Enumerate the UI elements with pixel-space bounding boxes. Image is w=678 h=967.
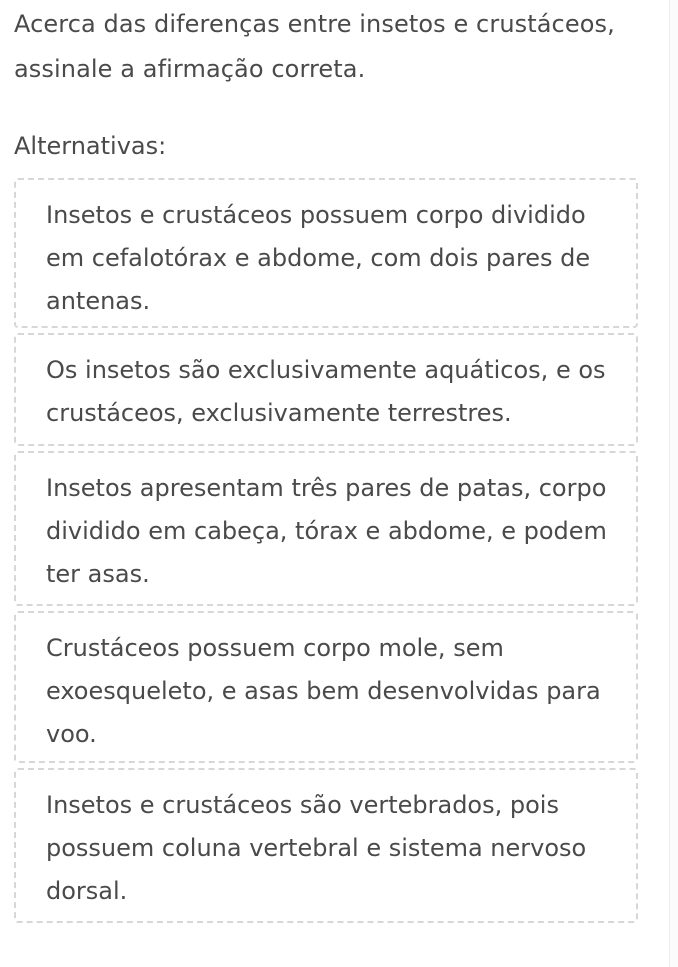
question-text: Acerca das diferenças entre insetos e crustáceos, assinale a afirmação correta. — [14, 10, 615, 83]
alternative-option-1[interactable] — [14, 178, 638, 328]
alternative-option-text: Insetos e crustáceos possuem corpo dividido em cefalotórax e abdome, com dois pares de antenas. — [46, 201, 591, 315]
alternative-option-2[interactable] — [14, 333, 638, 446]
alternative-option-text: Insetos e crustáceos são vertebrados, pois possuem coluna vertebral e sistema nervoso dorsal. — [46, 791, 587, 905]
alternative-option-4[interactable] — [14, 611, 638, 763]
alternative-option-text: Insetos apresentam três pares de patas, corpo dividido em cabeça, tórax e abdome, e podem ter asas. — [46, 474, 607, 588]
alternative-option-5[interactable] — [14, 768, 638, 923]
scrollbar-track[interactable] — [669, 0, 678, 967]
alternative-option-3[interactable] — [14, 451, 638, 606]
alternative-option-text: Os insetos são exclusivamente aquáticos, e os crustáceos, exclusivamente terrestres. — [46, 356, 606, 427]
alternatives-heading: Alternativas: — [14, 132, 167, 160]
alternative-option-text: Crustáceos possuem corpo mole, sem exoesqueleto, e asas bem desenvolvidas para voo. — [46, 634, 601, 748]
alternatives-list — [14, 178, 638, 928]
